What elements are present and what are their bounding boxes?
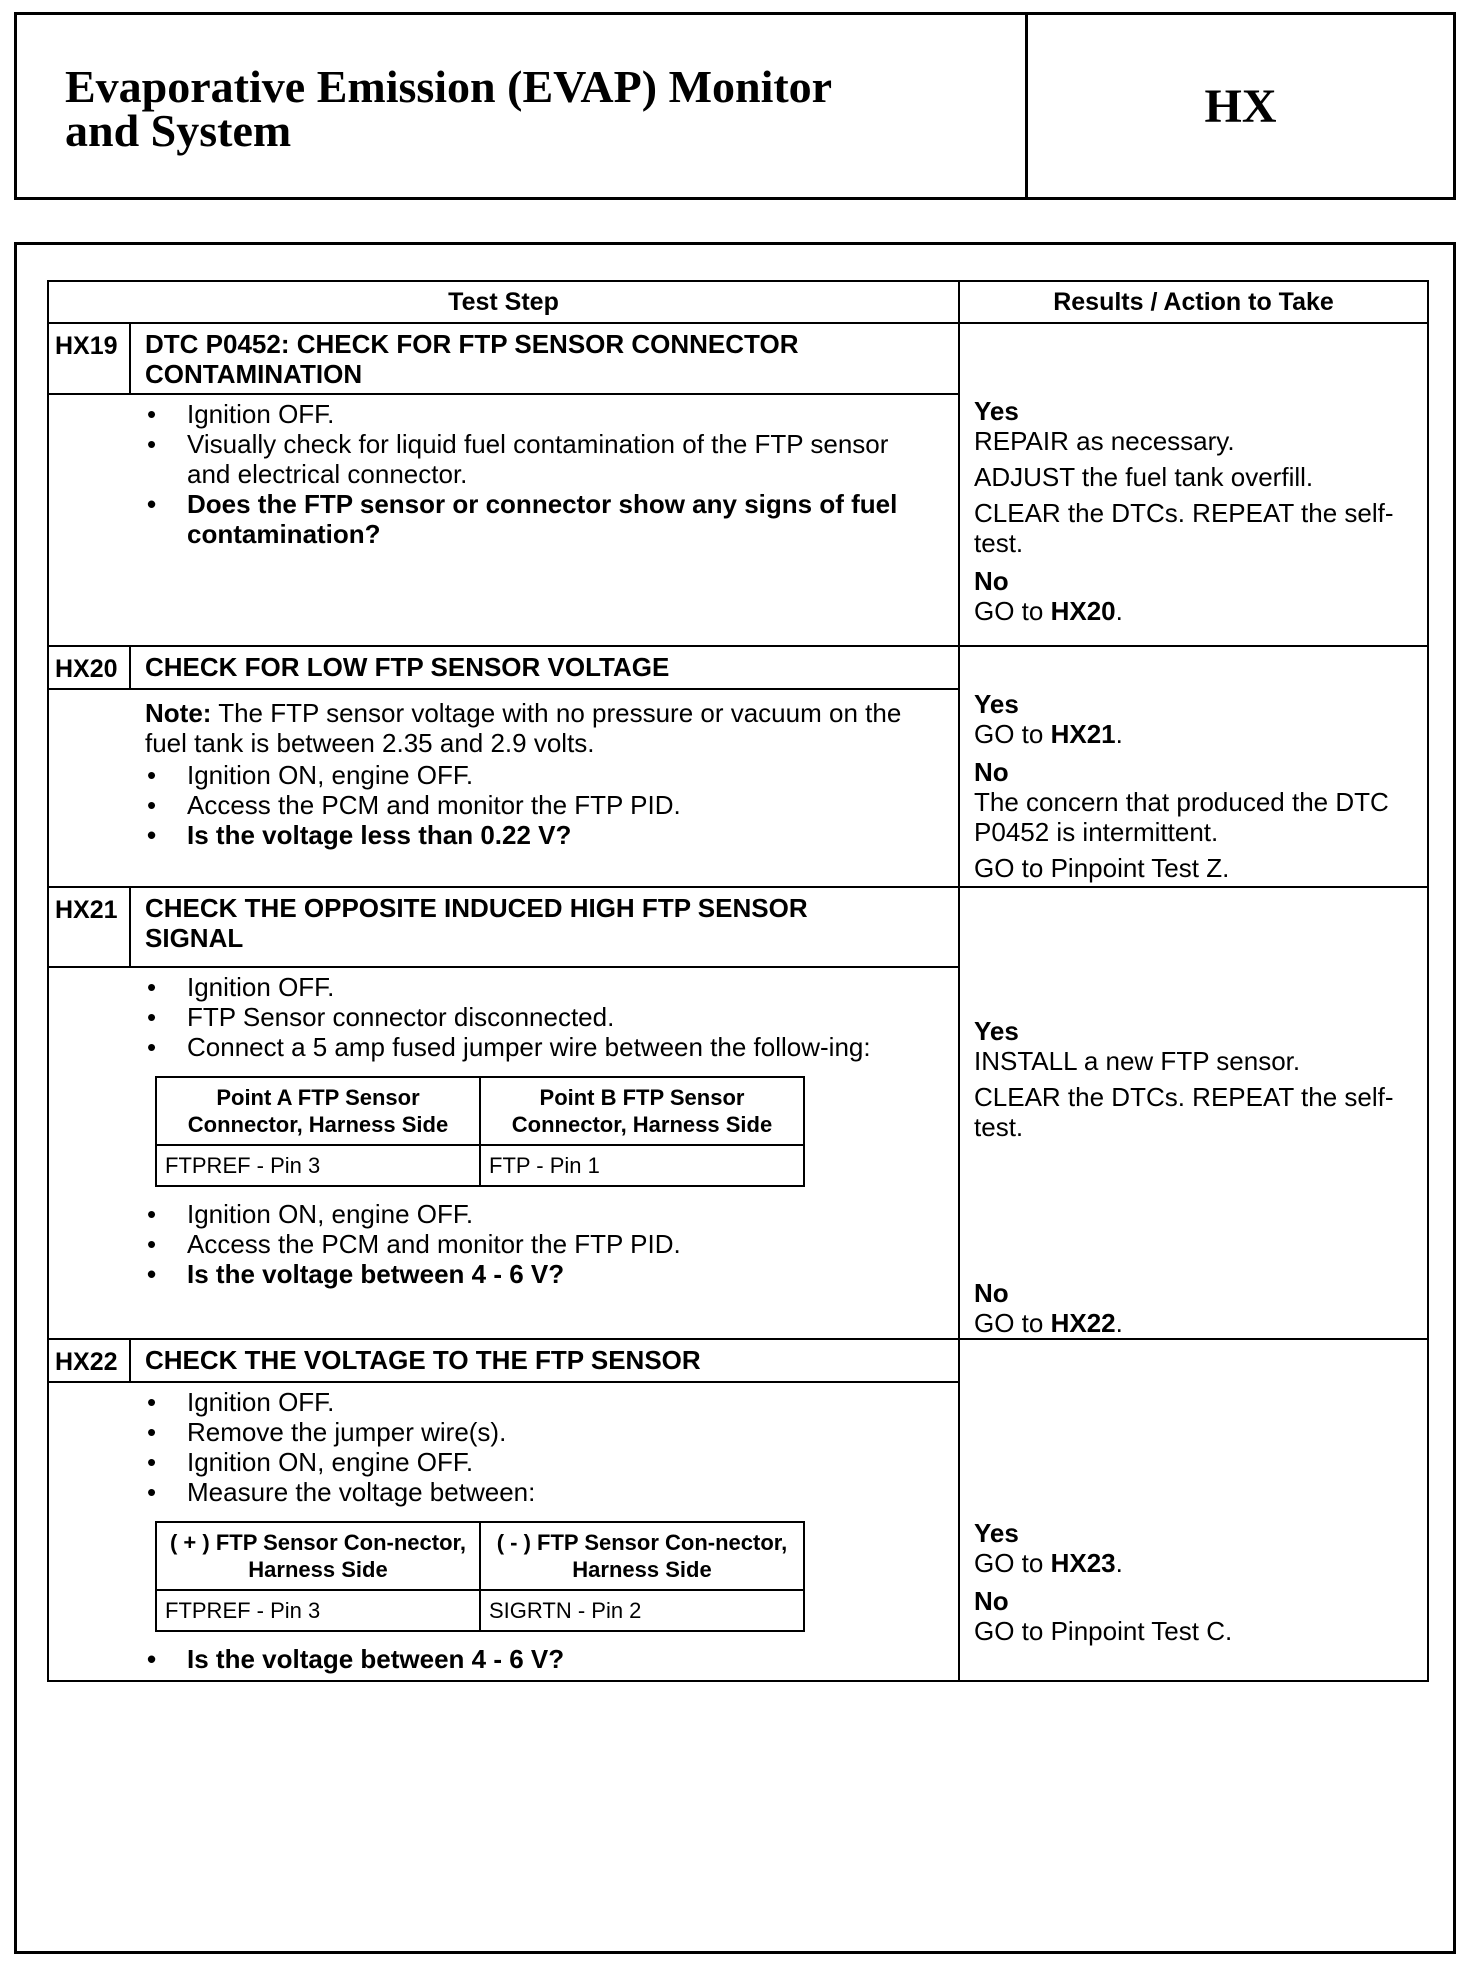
no-label: No <box>974 757 1009 787</box>
step-title-line: SIGNAL <box>145 923 244 953</box>
bullet-item: • Ignition OFF. <box>145 399 928 429</box>
bullet-item: • Ignition OFF. <box>145 972 928 1002</box>
step-hx20-results <box>959 646 1428 887</box>
table-header-row <box>48 281 1428 323</box>
no-label: No <box>974 566 1009 596</box>
step-hx20-title-row <box>48 646 1428 689</box>
pin-table-header: Point A FTP Sensor Connector, Harness Side <box>156 1077 480 1145</box>
bullet-item: • Ignition OFF. <box>145 1387 928 1417</box>
jumper-pin-table <box>155 1076 805 1187</box>
bullet-list <box>145 1387 928 1507</box>
bullet-item: • Ignition ON, engine OFF. <box>145 1447 928 1477</box>
bullet-item: • Measure the voltage between: <box>145 1477 928 1507</box>
go-to-prefix: GO to <box>974 596 1051 626</box>
bullet-item: • FTP Sensor connector disconnected. <box>145 1002 928 1032</box>
title-line-1: Evaporative Emission (EVAP) Monitor <box>65 61 833 112</box>
bullet-question: • Is the voltage between 4 - 6 V? <box>145 1259 928 1289</box>
step-hx22-results <box>959 1339 1428 1681</box>
col-header-results: Results / Action to Take <box>959 281 1428 323</box>
step-id: HX20 <box>48 646 130 689</box>
result-text: CLEAR the DTCs. REPEAT the self-test. <box>974 1082 1394 1142</box>
punctuation: . <box>1115 596 1123 626</box>
title-line-2: and System <box>65 105 292 156</box>
step-id: HX19 <box>48 323 130 394</box>
result-text <box>974 1308 1413 1338</box>
step-link: HX20 <box>1050 596 1116 626</box>
result-text: ADJUST the fuel tank overfill. <box>974 462 1314 492</box>
test-step-table <box>47 280 1429 1682</box>
bullet-list <box>145 972 928 1062</box>
step-hx22-title-row <box>48 1339 1428 1382</box>
yes-label: Yes <box>974 396 1019 426</box>
step-link: HX22 <box>1050 1308 1116 1338</box>
go-to-prefix: GO to <box>974 1548 1051 1578</box>
pin-table-cell: FTPREF - Pin 3 <box>156 1145 480 1186</box>
step-title: CHECK THE VOLTAGE TO THE FTP SENSOR <box>130 1339 959 1382</box>
step-hx19-title-row <box>48 323 1428 394</box>
result-text <box>974 1548 1413 1578</box>
go-to-prefix: GO to <box>974 719 1051 749</box>
result-text: GO to Pinpoint Test C. <box>974 1616 1233 1646</box>
yes-label: Yes <box>974 1518 1019 1548</box>
step-id: HX21 <box>48 887 130 967</box>
result-text: The concern that produced the DTC P0452 is intermittent. <box>974 787 1389 847</box>
pin-table-header: ( + ) FTP Sensor Con-nector, Harness Side <box>156 1522 480 1590</box>
bullet-list <box>145 1199 928 1289</box>
header-box <box>14 12 1456 200</box>
voltage-pin-table <box>155 1521 805 1632</box>
step-title-line: CHECK THE OPPOSITE INDUCED HIGH FTP SENSOR <box>145 893 808 923</box>
go-to-prefix: GO to <box>974 1308 1051 1338</box>
result-text: INSTALL a new FTP sensor. <box>974 1046 1301 1076</box>
step-hx22-body <box>48 1382 959 1681</box>
pin-table-header: ( - ) FTP Sensor Con-nector, Harness Side <box>480 1522 804 1590</box>
step-title: CHECK FOR LOW FTP SENSOR VOLTAGE <box>130 646 959 689</box>
result-text <box>974 596 1413 626</box>
result-text: REPAIR as necessary. <box>974 426 1235 456</box>
step-id: HX22 <box>48 1339 130 1382</box>
bullet-list <box>145 399 928 549</box>
pin-table-header: Point B FTP Sensor Connector, Harness Side <box>480 1077 804 1145</box>
col-header-test-step: Test Step <box>48 281 959 323</box>
step-title-line: CONTAMINATION <box>145 359 363 389</box>
pin-table-cell: SIGRTN - Pin 2 <box>480 1590 804 1631</box>
note <box>145 698 928 758</box>
yes-label: Yes <box>974 689 1019 719</box>
note-text: The FTP sensor voltage with no pressure or vacuum on the fuel tank is between 2.35 and 2.9 volts. <box>145 698 902 758</box>
bullet-item: • Connect a 5 amp fused jumper wire between the follow-ing: <box>145 1032 928 1062</box>
bullet-question: • Does the FTP sensor or connector show any signs of fuel contamination? <box>145 489 928 549</box>
step-title <box>130 323 959 394</box>
step-link: HX23 <box>1050 1548 1116 1578</box>
step-title-line: DTC P0452: CHECK FOR FTP SENSOR CONNECTOR <box>145 329 799 359</box>
bullet-item: • Visually check for liquid fuel contamination of the FTP sensor and electrical connector. <box>145 429 928 489</box>
punctuation: . <box>1115 719 1123 749</box>
punctuation: . <box>1115 1548 1123 1578</box>
bullet-question: • Is the voltage between 4 - 6 V? <box>145 1644 928 1674</box>
no-label: No <box>974 1586 1009 1616</box>
step-hx21-results <box>959 887 1428 1339</box>
punctuation: . <box>1115 1308 1123 1338</box>
step-hx19-results <box>959 323 1428 646</box>
pin-table-cell: FTPREF - Pin 3 <box>156 1590 480 1631</box>
bullet-item: • Ignition ON, engine OFF. <box>145 1199 928 1229</box>
result-text: CLEAR the DTCs. REPEAT the self-test. <box>974 498 1394 558</box>
result-text <box>974 719 1413 749</box>
bullet-item: • Remove the jumper wire(s). <box>145 1417 928 1447</box>
note-label: Note: <box>145 698 212 728</box>
bullet-question: • Is the voltage less than 0.22 V? <box>145 820 928 850</box>
bullet-list <box>145 760 928 850</box>
step-link: HX21 <box>1050 719 1116 749</box>
step-hx20-body <box>48 689 959 887</box>
yes-label: Yes <box>974 1016 1019 1046</box>
result-text: GO to Pinpoint Test Z. <box>974 853 1230 883</box>
bullet-item: • Access the PCM and monitor the FTP PID. <box>145 790 928 820</box>
bullet-list <box>145 1644 928 1674</box>
section-code: HX <box>1204 79 1277 133</box>
step-hx21-title-row <box>48 887 1428 967</box>
bullet-item: • Ignition ON, engine OFF. <box>145 760 928 790</box>
step-hx19-body <box>48 394 959 646</box>
pin-table-cell: FTP - Pin 1 <box>480 1145 804 1186</box>
bullet-item: • Access the PCM and monitor the FTP PID. <box>145 1229 928 1259</box>
step-hx21-body <box>48 967 959 1339</box>
page-title <box>65 61 995 156</box>
no-label: No <box>974 1278 1009 1308</box>
step-title <box>130 887 959 967</box>
